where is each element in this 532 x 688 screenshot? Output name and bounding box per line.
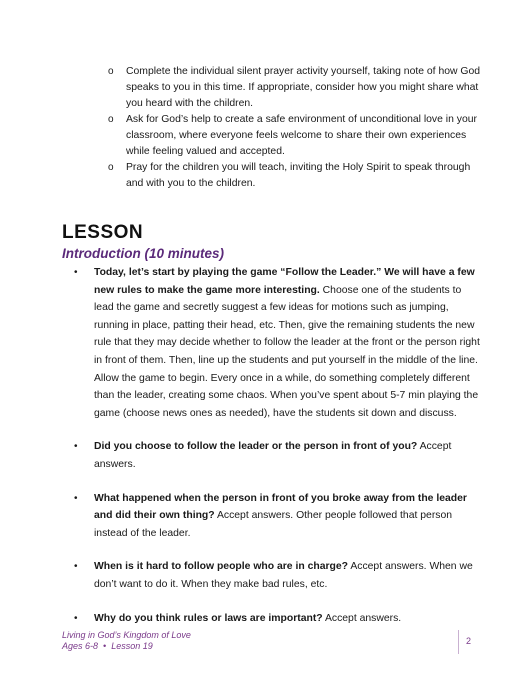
section-subheading: Introduction (10 minutes) bbox=[62, 246, 224, 261]
answer-text: Accept answers. bbox=[322, 612, 402, 624]
question-text: Why do you think rules or laws are important? bbox=[94, 612, 323, 624]
footer-divider bbox=[458, 630, 459, 654]
list-item bbox=[62, 438, 482, 473]
list-spacer bbox=[62, 422, 482, 438]
question-text: When is it hard to follow people who are in charge? bbox=[94, 561, 349, 573]
bullet-icon: • bbox=[74, 492, 78, 504]
circle-bullet-icon: o bbox=[108, 162, 114, 173]
list-item bbox=[62, 558, 482, 593]
footer-lesson: Lesson 19 bbox=[111, 641, 153, 651]
list-item bbox=[62, 264, 482, 422]
list-item bbox=[108, 112, 488, 160]
list-spacer bbox=[62, 474, 482, 490]
list-item-text: Ask for God’s help to create a safe environment of unconditional love in your classroom, where everyone feels welcome to share their own experiences while feeling valued and accepted. bbox=[126, 114, 477, 157]
list-item bbox=[62, 490, 482, 543]
lesson-heading: LESSON bbox=[62, 222, 144, 243]
circle-bullet-icon: o bbox=[108, 114, 114, 125]
page-number: 2 bbox=[466, 636, 472, 646]
question-text: What happened when the person in front of you broke away from the leader and did their own thing? bbox=[94, 492, 467, 522]
list-item bbox=[108, 64, 488, 112]
footer-title: Living in God’s Kingdom of Love bbox=[62, 630, 191, 640]
list-spacer bbox=[62, 594, 482, 610]
list-item bbox=[108, 160, 488, 192]
list-item bbox=[62, 610, 482, 628]
footer bbox=[62, 630, 191, 652]
preparation-list bbox=[108, 64, 488, 192]
bullet-icon: • bbox=[74, 441, 78, 453]
footer-ages: Ages 6-8 bbox=[62, 641, 99, 651]
circle-bullet-icon: o bbox=[108, 66, 114, 77]
list-item-text: Pray for the children you will teach, inviting the Holy Spirit to speak through and with you to the children. bbox=[126, 162, 471, 189]
footer-subtitle bbox=[62, 641, 191, 652]
list-item-text: Complete the individual silent prayer activity yourself, taking note of how God speaks to you in this time. If appropriate, consider how you might share what you heard with the children. bbox=[126, 66, 481, 109]
bullet-icon: • bbox=[74, 267, 78, 278]
discussion-list bbox=[62, 264, 482, 627]
question-text: Did you choose to follow the leader or the person in front of you? bbox=[94, 441, 418, 453]
answer-text: Accept answers. When we don’t want to do it. When they make bad rules, etc. bbox=[94, 561, 473, 590]
answer-text: Accept answers. bbox=[94, 441, 452, 470]
footer-separator: • bbox=[103, 641, 107, 651]
bullet-icon: • bbox=[74, 612, 78, 624]
instruction-bold: Today, let’s start by playing the game “Follow the Leader.” We will have a few new rules to make the game more interesting. bbox=[94, 267, 475, 296]
instruction-text: Choose one of the students to lead the game and secretly suggest a few ideas for motions such as jumping, running in place, patting their head, etc. Then, give the remaining students the new rule that they may decide whether to follow the leader at the front or the person right in front of them. Then, line up the students and put yourself in the middle of the line. Allow the game to begin. Every once in a while, do something completely different than the leader, creating some chaos. When you’ve spent about 5-7 min playing the game (choose news ones as needed), have the students sit down and discuss. bbox=[94, 284, 480, 419]
bullet-icon: • bbox=[74, 561, 78, 573]
list-spacer bbox=[62, 542, 482, 558]
answer-text: Accept answers. Other people followed that person instead of the leader. bbox=[94, 510, 453, 539]
